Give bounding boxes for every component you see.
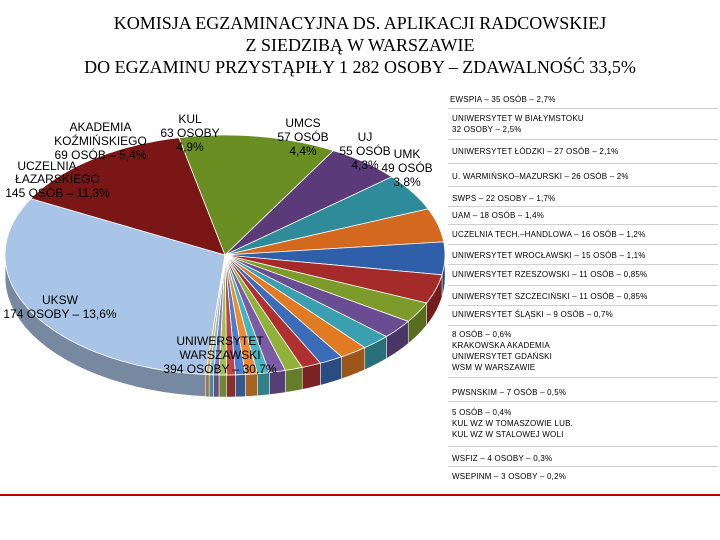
rlabel-tech-handlowa: UCZELNIA TECH.–HANDLOWA – 16 OSÓB – 1,2% bbox=[452, 230, 646, 239]
divider bbox=[448, 401, 718, 402]
rlabel-szczecin: UNIWERSYTET SZCZECIŃSKI – 11 OSÓB – 0,85% bbox=[452, 292, 648, 301]
pie-side-20 bbox=[219, 375, 227, 397]
label-lazarskiego: ŁAZARSKIEGO 145 OSÓB – 11,3% bbox=[5, 172, 110, 200]
rlabel-swps: SWPS – 22 OSOBY – 1,7% bbox=[452, 194, 556, 203]
label-uczelnia: UCZELNIA bbox=[17, 159, 77, 173]
divider bbox=[448, 139, 718, 140]
title-line-1: KOMISJA EGZAMINACYJNA DS. APLIKACJI RADCOWSKIEJ bbox=[113, 13, 607, 33]
label-kul: KUL 63 OSOBY 4,9% bbox=[160, 112, 220, 154]
divider bbox=[448, 163, 718, 164]
divider bbox=[448, 224, 718, 225]
rlabel-rzeszow: UNIWERSYTET RZESZOWSKI – 11 OSÓB – 0,85% bbox=[452, 270, 648, 279]
pie-side-18 bbox=[236, 375, 246, 397]
rlabel-wsepinm: WSEPINM – 3 OSOBY – 0,2% bbox=[452, 472, 567, 481]
divider bbox=[448, 305, 718, 306]
pie-side-21 bbox=[214, 375, 220, 397]
divider bbox=[448, 466, 718, 467]
rlabel-slaski: UNIWERSYTET ŚLĄSKI – 9 OSÓB – 0,7% bbox=[452, 310, 613, 319]
divider bbox=[448, 325, 718, 326]
rlabel-warminsko: U. WARMIŃSKO–MAZURSKI – 26 OSÓB – 2% bbox=[452, 172, 629, 181]
divider bbox=[448, 244, 718, 245]
pie-side-17 bbox=[245, 374, 257, 397]
rlabel-5-osob: 5 OSÓB – 0,4% KUL WZ W TOMASZOWIE LUB. KUL WZ W STALOWEJ WOLI bbox=[452, 408, 574, 439]
title-line-2: Z SIEDZIBĄ W WARSZAWIE bbox=[245, 35, 475, 55]
pie-side-23 bbox=[206, 375, 209, 397]
pie-side-19 bbox=[227, 375, 236, 397]
rlabel-lodz: UNIWERSYTET ŁÓDZKI – 27 OSÓB – 2,1% bbox=[452, 147, 619, 156]
label-umk: UMK 49 OSÓB 3,8% bbox=[381, 147, 433, 189]
divider bbox=[448, 206, 718, 207]
label-uksw: UKSW 174 OSOBY – 13,6% bbox=[3, 293, 117, 321]
rlabel-uam: UAM – 18 OSÓB – 1,4% bbox=[452, 211, 545, 220]
divider bbox=[448, 446, 718, 447]
title-line-3: DO EGZAMINU PRZYSTĄPIŁY 1 282 OSOBY – ZDAWALNOŚĆ 33,5% bbox=[84, 57, 636, 77]
label-uj: UJ 55 OSÓB 4,3% bbox=[339, 130, 391, 172]
rlabel-pwsnskim: PWSNSKIM – 7 OSÓB – 0,5% bbox=[452, 388, 567, 397]
divider bbox=[448, 285, 718, 286]
pie-side-22 bbox=[209, 375, 213, 397]
rlabel-ewspia: EWSPIA – 35 OSÓB – 2,7% bbox=[450, 95, 556, 104]
label-umcs: UMCS 57 OSÓB 4,4% bbox=[277, 116, 329, 158]
footer-divider bbox=[0, 494, 720, 496]
divider bbox=[448, 377, 718, 378]
label-kozminskiego: AKADEMIA KOŹMIŃSKIEGO 69 OSÓB – 5,4% bbox=[54, 120, 147, 162]
divider bbox=[448, 186, 718, 187]
rlabel-8-osob: 8 OSÓB – 0,6% KRAKOWSKA AKADEMIA UNIWERSYTET GDAŃSKI WSM W WARSZAWIE bbox=[452, 330, 553, 372]
divider bbox=[448, 108, 718, 109]
rlabel-wsfiz: WSFIZ – 4 OSOBY – 0,3% bbox=[452, 454, 553, 463]
rlabel-bialystok: UNIWERSYTET W BIAŁYMSTOKU 32 OSOBY – 2,5% bbox=[452, 114, 584, 134]
label-uw: UNIWERSYTET WARSZAWSKI 394 OSOBY – 30,7% bbox=[163, 334, 277, 376]
divider bbox=[448, 264, 718, 265]
rlabel-wroclaw: UNIWERSYTET WROCŁAWSKI – 15 OSÓB – 1,1% bbox=[452, 251, 646, 260]
